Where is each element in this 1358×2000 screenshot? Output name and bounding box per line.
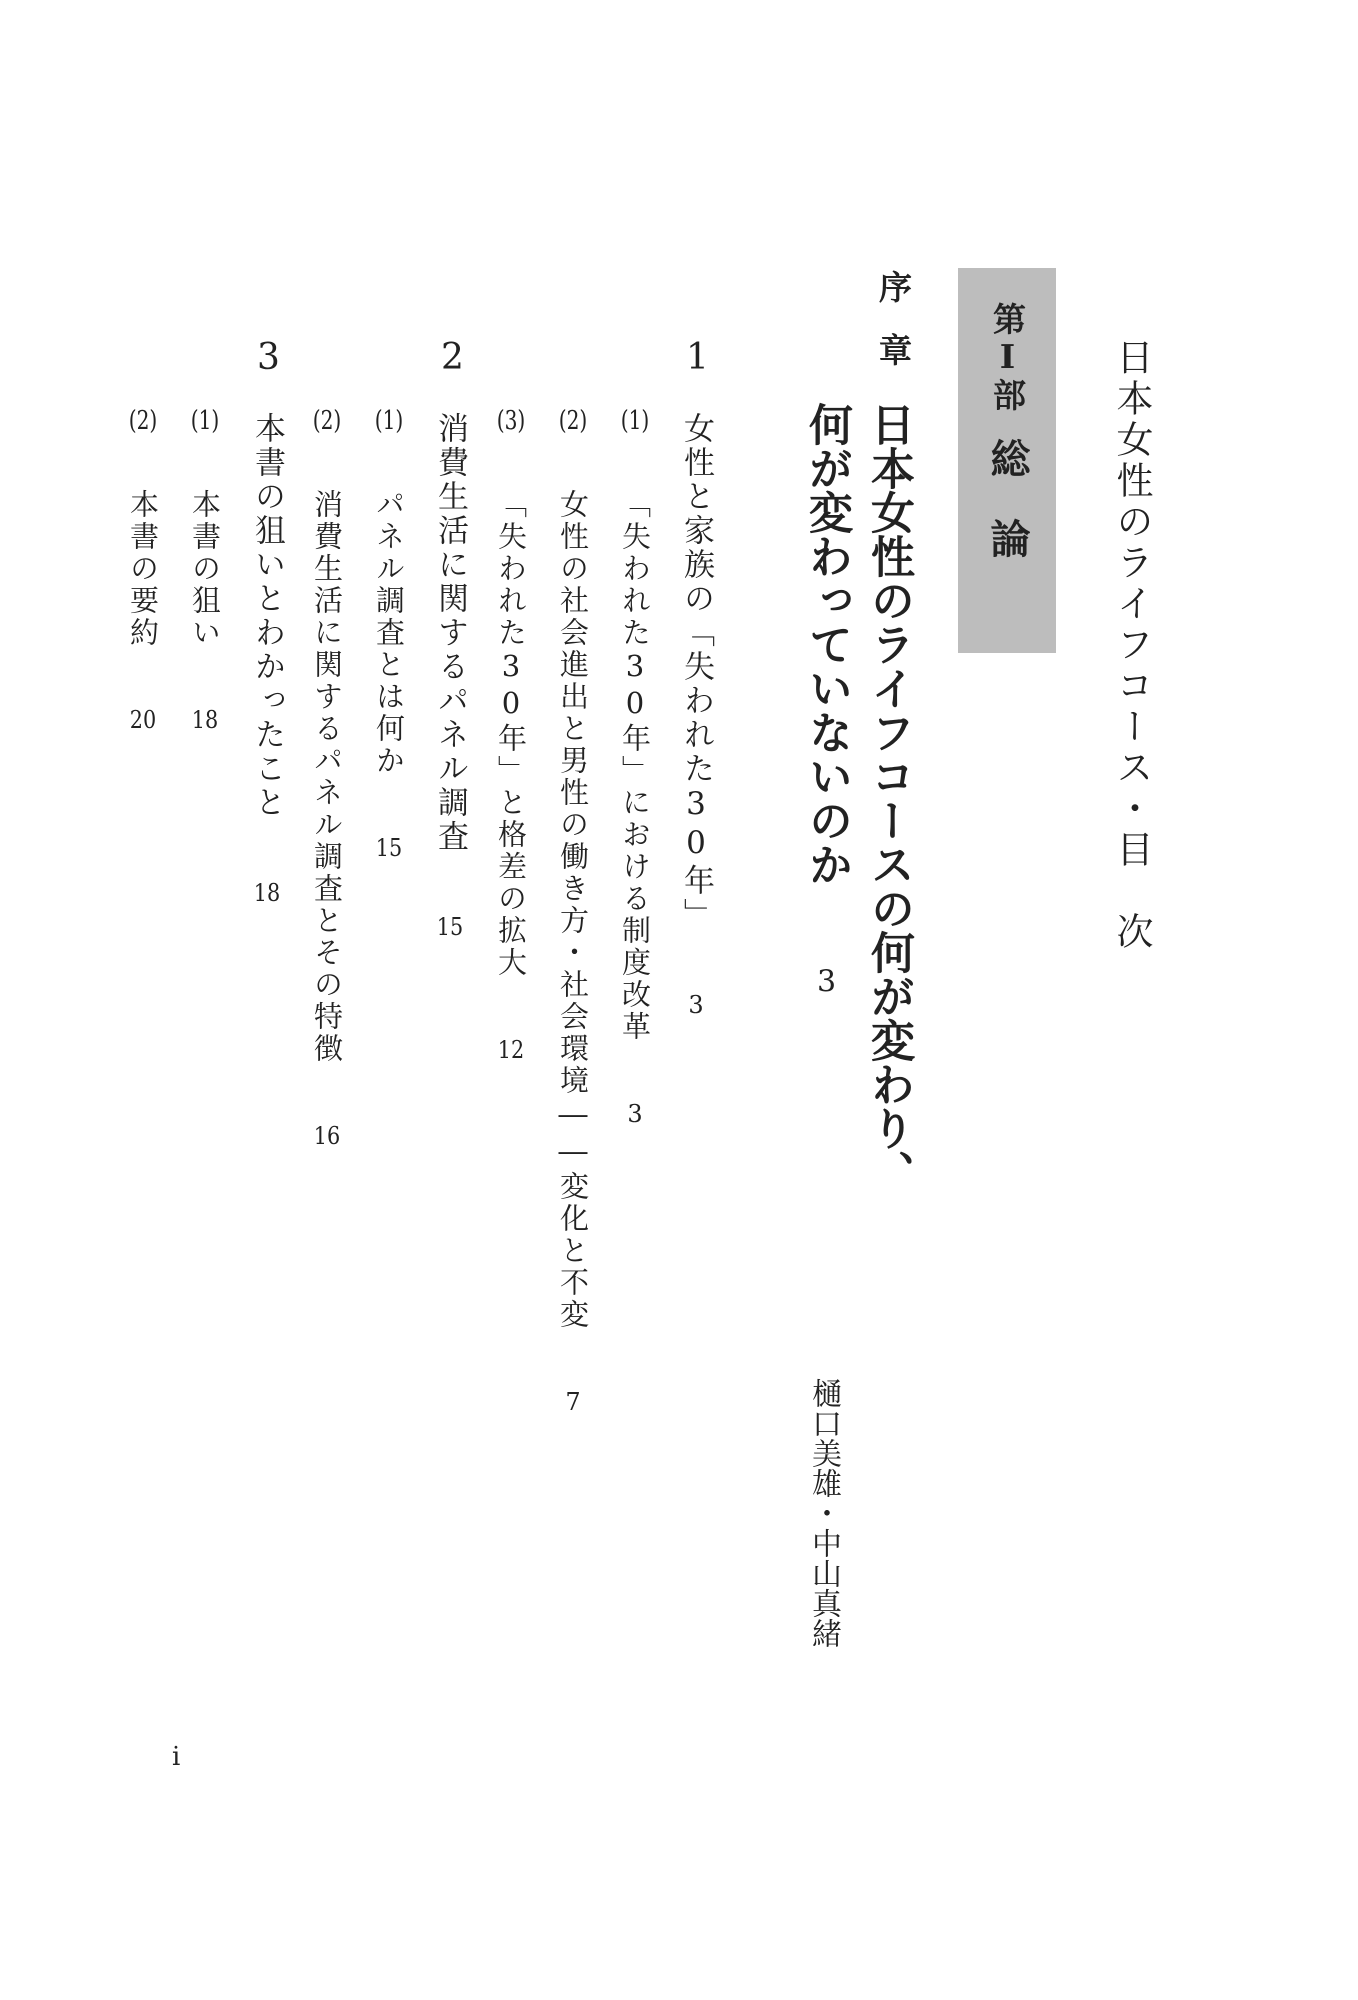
section-title[interactable]	[678, 412, 714, 1017]
section-title[interactable]	[432, 412, 468, 939]
section-number: 1	[686, 337, 709, 378]
section-title-text: 女性と家族の「失われた30年」	[678, 412, 714, 932]
subsection-marker: (1)	[620, 408, 650, 434]
subsection-text: 本書の要約	[126, 489, 160, 649]
subsection-page-number: 12	[497, 1038, 525, 1062]
part-title: 総論	[984, 438, 1031, 598]
chapter-authors: 樋口美雄・中山真緒	[806, 1378, 841, 1648]
section-page-number: 15	[436, 915, 464, 939]
subsection-text: 「失われた30年」と格差の拡大	[494, 489, 528, 979]
subsection-text: パネル調査とは何か	[372, 489, 406, 777]
subsection-marker: (1)	[190, 408, 220, 434]
subsection-entry[interactable]	[188, 408, 222, 732]
subsection-entry[interactable]	[494, 408, 528, 1062]
subsection-page-number: 16	[313, 1124, 341, 1148]
subsection-text: 「失われた30年」における制度改革	[618, 489, 652, 1043]
subsection-text: 女性の社会進出と男性の働き方・社会環境――変化と不変	[556, 489, 590, 1331]
chapter-label: 序章	[874, 270, 913, 396]
subsection-marker: (3)	[496, 408, 526, 434]
page-folio: i	[172, 1742, 181, 1772]
subsection-page-number: 20	[129, 708, 157, 732]
subsection-page-number: 15	[375, 836, 403, 860]
chapter-title-line1[interactable]	[863, 402, 914, 1194]
section-page-number: 3	[688, 993, 704, 1017]
section-number: 3	[257, 337, 280, 378]
section-title-text: 本書の狙いとわかったこと	[249, 412, 285, 820]
chapter-title-text-2: 何が変わっていないのか	[801, 402, 852, 886]
subsection-entry[interactable]	[126, 408, 160, 732]
subsection-text: 本書の狙い	[188, 489, 222, 649]
part-label: 第Ⅰ部	[988, 302, 1027, 413]
subsection-marker: (1)	[374, 408, 404, 434]
subsection-entry[interactable]	[310, 408, 344, 1148]
chapter-title-text-1: 日本女性のライフコースの何が変わり、	[863, 402, 914, 1194]
chapter-title-line2[interactable]	[801, 402, 852, 997]
section-title[interactable]	[249, 412, 285, 905]
subsection-marker: (2)	[312, 408, 342, 434]
chapter-page-number: 3	[816, 967, 837, 997]
section-title-text: 消費生活に関するパネル調査	[432, 412, 468, 854]
subsection-marker: (2)	[128, 408, 158, 434]
subsection-marker: (2)	[558, 408, 588, 434]
book-title: 日本女性のライフコース・目 次	[1110, 338, 1153, 953]
section-number: 2	[441, 337, 464, 378]
subsection-page-number: 18	[191, 708, 219, 732]
subsection-entry[interactable]	[618, 408, 652, 1126]
subsection-page-number: 7	[565, 1390, 581, 1414]
part-heading-box	[958, 268, 1056, 653]
subsection-entry[interactable]	[556, 408, 590, 1414]
section-page-number: 18	[253, 881, 281, 905]
subsection-page-number: 3	[627, 1102, 643, 1126]
subsection-text: 消費生活に関するパネル調査とその特徴	[310, 489, 344, 1065]
subsection-entry[interactable]	[372, 408, 406, 860]
